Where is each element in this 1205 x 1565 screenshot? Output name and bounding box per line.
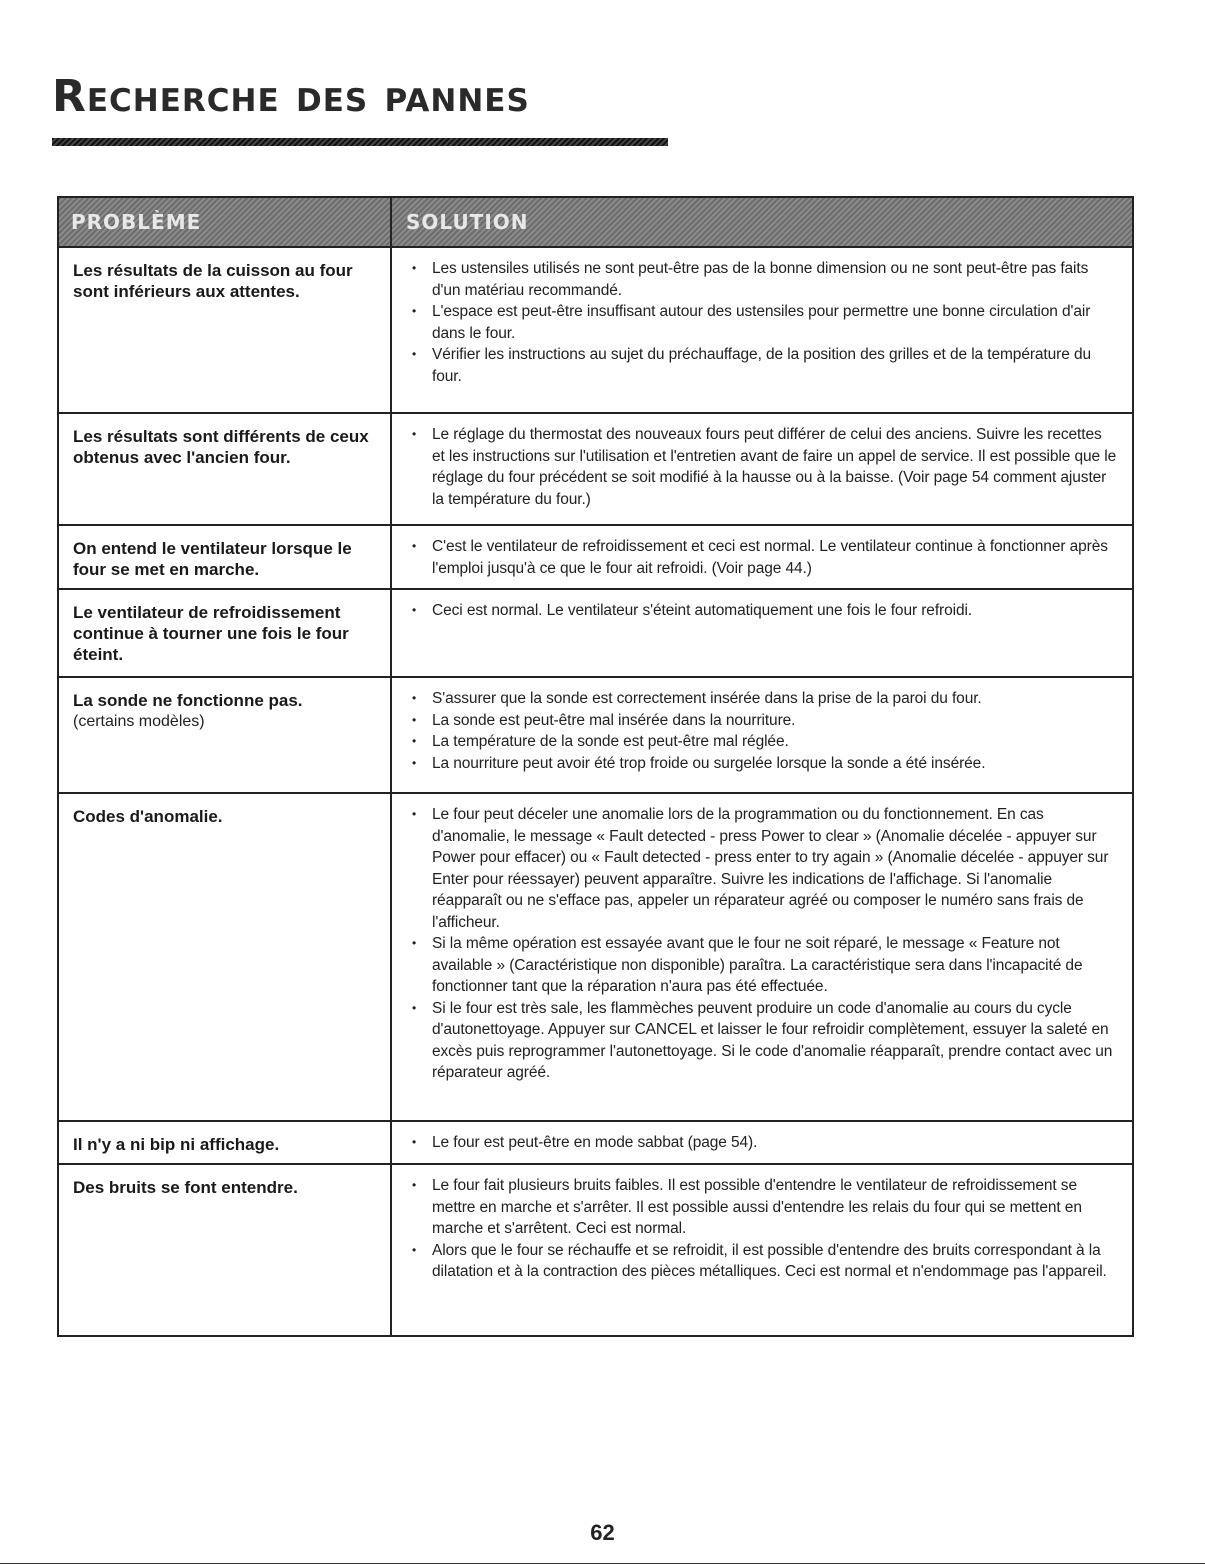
title-underline [52,138,668,146]
solution-text: Vérifier les instructions au sujet du préchauffage, de la position des grilles et de la température du four. [432,346,1091,385]
bullet-icon: • [412,539,417,553]
solution-item [406,804,1118,933]
solution-list [406,258,1118,387]
problem-text: Codes d'anomalie. [73,807,223,826]
problem-cell [59,526,392,588]
solution-text: Les ustensiles utilisés ne sont peut-être pas de la bonne dimension ou ne sont peut-être pas faits d'un matériau recommandé. [432,260,1089,299]
solution-item [406,1240,1118,1283]
problem-text: Le ventilateur de refroidissement continue à tourner une fois le four éteint. [73,603,349,664]
solution-list [406,1132,1118,1154]
solution-cell [392,1165,1132,1335]
problem-note: (certains modèles) [73,713,205,730]
table-row [59,248,1132,414]
problem-cell [59,414,392,524]
solution-item [406,301,1118,344]
bottom-rule [0,1563,1205,1564]
bullet-icon: • [412,1000,417,1015]
solution-item [406,688,1118,710]
solution-list [406,536,1118,579]
problem-text: Les résultats de la cuisson au four sont inférieurs aux attentes. [73,261,353,301]
solution-cell [392,1122,1132,1163]
solution-text: La sonde est peut-être mal insérée dans la nourriture. [432,711,796,729]
solution-text: Le four fait plusieurs bruits faibles. Il est possible d'entendre le ventilateur de refroidissement se mettre en marche et s'arrêter. Il est possible aussi d'entendre les relais du four qui se mettent en marche et s'arrêtent. Ceci est normal. [432,1177,1082,1237]
solution-item [406,536,1118,579]
problem-text: Les résultats sont différents de ceux obtenus avec l'ancien four. [73,427,369,467]
table-body [59,248,1132,1335]
solution-cell [392,526,1132,588]
solution-item [406,710,1118,732]
solution-item [406,998,1118,1084]
problem-cell [59,1122,392,1163]
bullet-icon: • [412,261,417,275]
problem-cell [59,794,392,1120]
solution-list [406,688,1118,774]
bullet-icon: • [412,427,417,441]
bullet-icon: • [412,691,417,705]
solution-text: Le réglage du thermostat des nouveaux fours peut différer de celui des anciens. Suivre les recettes et les instructions sur l'utilisation et l'entretien avant de faire un appel de service. Il est possible que le réglage du four précédent se soit modifié à la hausse ou à la baisse. (Voir page 54 comment ajuster la température du four.) [432,426,1117,508]
solution-list [406,804,1118,1084]
problem-text: Il n'y a ni bip ni affichage. [73,1135,280,1154]
solution-text: Si la même opération est essayée avant que le four ne soit réparé, le message « Feature not available » (Caractéristique non disponible) paraîtra. La caractéristique sera dans l'incapacité de fonctionner tant que la réparation n'aura pas été effectuée. [432,935,1083,995]
solution-text: S'assurer que la sonde est correctement insérée dans la prise de la paroi du four. [432,690,982,707]
solution-cell [392,590,1132,676]
solution-item [406,753,1118,775]
table-row [59,678,1132,794]
problem-text: Des bruits se font entendre. [73,1178,298,1197]
bullet-icon: • [412,755,417,770]
solution-item [406,600,1118,622]
table-header [59,198,1132,248]
solution-item [406,731,1118,753]
problem-text: On entend le ventilateur lorsque le four se met en marche. [73,539,352,579]
problem-cell [59,590,392,676]
solution-list [406,424,1118,510]
table-row [59,794,1132,1122]
solution-list [406,600,1118,622]
table-row [59,526,1132,590]
header-solution: SOLUTION [406,210,529,234]
solution-item [406,258,1118,301]
table-row [59,590,1132,678]
solution-text: Ceci est normal. Le ventilateur s'éteint automatiquement une fois le four refroidi. [432,602,973,619]
solution-text: C'est le ventilateur de refroidissement et ceci est normal. Le ventilateur continue à fonctionner après l'emploi jusqu'à ce que le four ait refroidi. (Voir page 44.) [432,538,1108,577]
bullet-icon: • [412,1135,417,1149]
bullet-icon: • [412,807,417,821]
bullet-icon: • [412,936,417,950]
solution-text: La température de la sonde est peut-être mal réglée. [432,733,789,750]
bullet-icon: • [412,712,417,727]
table-row [59,414,1132,526]
solution-text: Le four peut déceler une anomalie lors de la programmation ou du fonctionnement. En cas d'anomalie, le message « Fault detected - press Power to clear » (Anomalie décelée - appuyer sur Power pour effacer) ou « Fault detected - press enter to try again » (Anomalie décelée - appuyer sur Enter pour réessayer) peuvent apparaître. Suivre les indications de l'affichage. Si l'anomalie réapparaît ou ne s'efface pas, appeler un réparateur agréé ou composer le numéro sans frais de l'afficheur. [432,806,1109,931]
bullet-icon: • [412,603,417,617]
table-row [59,1165,1132,1335]
solution-text: Le four est peut-être en mode sabbat (page 54). [432,1134,758,1151]
solution-cell [392,678,1132,792]
solution-item [406,933,1118,998]
problem-cell [59,248,392,412]
solution-cell [392,248,1132,412]
page-number: 62 [590,1520,615,1545]
solution-cell [392,414,1132,524]
header-problem: PROBLÈME [59,198,392,246]
solution-text: L'espace est peut-être insuffisant autour des ustensiles pour permettre une bonne circulation d'air dans le four. [432,303,1091,342]
solution-text: La nourriture peut avoir été trop froide ou surgelée lorsque la sonde a été insérée. [432,754,986,772]
solution-item [406,1175,1118,1240]
table-row [59,1122,1132,1165]
solution-text: Si le four est très sale, les flammèches peuvent produire un code d'anomalie au cours du cycle d'autonettoyage. Appuyer sur CANCEL et laisser le four refroidir complètement, essuyer la saleté en excès puis reprogrammer l'autonettoyage. Si le code d'anomalie réapparaît, prendre contact avec un réparateur agréé. [432,999,1113,1081]
solution-item [406,424,1118,510]
solution-cell [392,794,1132,1120]
problem-text: La sonde ne fonctionne pas. [73,691,303,710]
bullet-icon: • [412,347,417,361]
solution-text: Alors que le four se réchauffe et se refroidit, il est possible d'entendre des bruits correspondant à la dilatation et à la contraction des pièces métalliques. Ceci est normal et n'endommage pas l'appareil. [432,1241,1107,1280]
bullet-icon: • [412,1242,417,1257]
problem-cell [59,1165,392,1335]
page-title: Recherche des pannes [52,71,530,122]
solution-list [406,1175,1118,1283]
solution-item [406,344,1118,387]
bullet-icon: • [412,734,417,748]
problem-cell [59,678,392,792]
bullet-icon: • [412,304,417,318]
troubleshooting-table [57,196,1134,1337]
solution-item [406,1132,1118,1154]
bullet-icon: • [412,1178,417,1192]
